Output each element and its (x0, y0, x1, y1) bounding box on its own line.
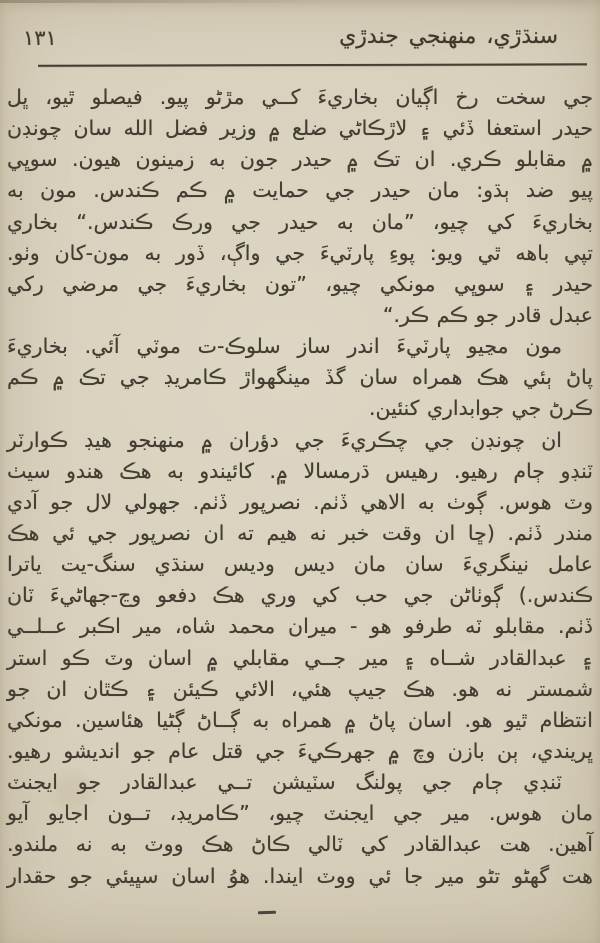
text-line: عبدل قادر جو ڪم ڪر.“ (382, 302, 593, 327)
page-text-block (7, 82, 593, 892)
text-line: انتظام ٿيو هو. اسان پاڻ ۾ همراه به ڳــاڻ ڳڻيا هئاسين. مونکي (7, 707, 593, 732)
text-line: ٽنڊو ڄام رهيو. رهيس ڌرمسالا ۾. کائيندو به هڪ هندو سيٺ (7, 458, 593, 483)
text-line: هت گهڻو تڻو مير جا ئي ووٽ ايندا. هوُ اسان سڀيئي جو حقدار (7, 863, 593, 888)
text-line: ۽ عبدالقادر شــاه ۽ مير جــي مقابلي ۾ اسان وٽ ڪو استر (7, 645, 593, 670)
page-number: ۱۳۱ (23, 26, 57, 50)
text-line: شمستر نه هو. هڪ جيپ هئي، الائي ڪيئن ۽ ڪٿان ان جو (7, 676, 593, 701)
text-line: ڀريندي، ٻن بازن وچ ۾ جهرڪيءَ جي قتل عام جو انديشو رهيو. (7, 738, 593, 763)
text-line: آهين. هت عبدالقادر کي ٽالي ڪاڻ هڪ ووٽ به نه ملندو. (7, 832, 593, 857)
text-line: ٽنڊي ڄام جي پولنگ سٽيشن تــي عبدالقادر جو ايجنٽ (7, 770, 562, 795)
text-line: تپي باهه ٿي ويو: پوءِ پارٽيءَ جي واڳ، ڏور به مون-کان وٺو. (7, 240, 593, 265)
text-line: مندر ڏٺم. (ڇا ان وقت خبر نه هيم ته ان نصرپور جي ئي هڪ (7, 520, 593, 545)
text-line: عامل نينگريءَ سان مان ديس وديس سنڌي سنگ-يت ياترا (7, 552, 593, 577)
text-line: وٽ هوس. ڳوٺ به الاهي ڏٺم. نصرپور ڏٺم. جهولي لال جو آدي (7, 489, 593, 514)
text-line: ڪرڻ جي جوابداري کنئين. (369, 396, 593, 421)
text-line: ڪندس.) ڳوٺاڻن جي حب کي وري هڪ دفعو وڃ-جهاڻيءَ ٽان (7, 583, 593, 608)
text-line: جي سخت رخ اڳيان بخاريءَ کــي مڙڻو پيو. فيصلو ٿيو، ڀل (7, 85, 593, 109)
text-line: حيدر استعفا ڏئي ۽ لاڙڪاڻي ضلع ۾ وزير فضل الله سان چونڊن (7, 116, 593, 141)
text-line: حيدر ۽ سوڀي مونکي چيو، ”تون بخاريءَ جي مرضي رکي (7, 271, 593, 296)
text-line: ۾ مقابلو ڪري. ان تڪ ۾ حيدر جون به زمينون هيون. سوڀي (7, 147, 593, 172)
text-line: ان چونڊن جي چڪريءَ جي دؤران ۾ منهنجو هيڊ ڪوارٽر (7, 427, 562, 452)
text-line: پاڻ ٻئي هڪ همراه سان گڏ مينگهواڙ ڪامريڊ جي تڪ ۾ ڪم (7, 365, 593, 390)
text-line: مون مڃيو پارٽيءَ اندر ساز سلوڪ-ت موٽي آئي. بخاريءَ (7, 334, 562, 359)
text-line: مان هوس. مير جي ايجنٽ چيو، ”ڪامريڊ، تــون اجايو آيو (7, 801, 593, 826)
text-line: ڏٺم. مقابلو ٽه طرفو هو - ميران محمد شاه، مير اڪبر عــلــي (7, 614, 593, 639)
section-end-dash (258, 911, 276, 914)
text-line: بخاريءَ کي چيو، ”مان به حيدر جي ورڪ ڪندس.“ بخاري (7, 209, 593, 234)
text-line: پيو ضد ٻڌو: مان حيدر جي حمايت ۾ ڪم ڪندس. مون به (7, 178, 593, 203)
header-rule-divider (38, 63, 587, 66)
running-header-title: سنڌڙي، منهنجي جندڙي (339, 24, 558, 49)
